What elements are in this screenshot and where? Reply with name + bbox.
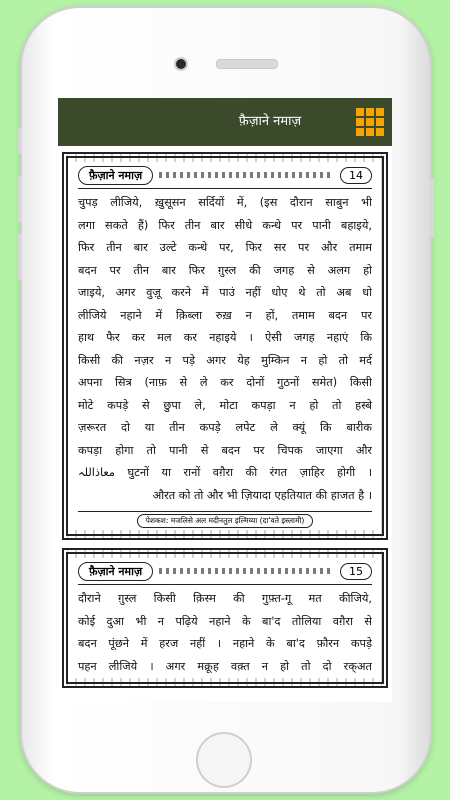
page-text [78,192,372,507]
home-button[interactable] [196,732,252,788]
mute-switch [18,128,22,154]
header-ornament [159,172,334,178]
header-ornament [159,568,334,574]
grid-menu-icon[interactable] [356,108,384,136]
text-line: जाइये, अगर वुज़ू करने में पाउं नहीं धोए थे तो अब धो [78,286,372,299]
text-line: औरत को तो और भी ज़ियादा एहतियात की हाजत है । [152,488,372,502]
page-header-title: फ़ैज़ाने नमाज़ [78,562,153,581]
app-bar [58,98,392,146]
front-camera [174,57,188,71]
page-header [78,162,372,189]
app-screen [58,98,392,702]
book-page-15 [62,548,388,688]
power-button [430,178,434,238]
page-header-title: फ़ैज़ाने नमाज़ [78,166,153,185]
page-number: 14 [340,167,372,184]
text-line: लगा सकते हैं) फिर तीन बार सीधे कन्धे पर पानी बहाइये, [78,218,372,232]
app-title: फ़ैज़ाने नमाज़ [238,114,302,129]
text-line: अपना सित्र (नाफ़ से ले कर दोनों गुठनों समेत) किसी [78,376,372,389]
text-line: कोई दुआ भी न पढ़िये नहाने के बा'द तोलिया वग़ैरा से [78,614,372,628]
text-line: पहन लीजिये । अगर मक्रूह वक़्त न हो तो दो रक्अत [78,659,372,673]
text-line: चुपड़ लीजिये, ख़ुसूसन सर्दियों में, (इस दौरान साबुन भी [78,196,372,209]
phone-frame [22,8,430,792]
book-content[interactable] [58,146,392,702]
text-line: معاذاللہ घुटनों या रानों वग़ैरा की रंगत ज़ाहिर होगी । [78,466,372,479]
page-text [78,588,372,678]
book-page-14 [62,152,388,540]
text-line: हाथ फैर कर मल कर नहाइये । ऐसी जगह नहाएं कि [78,331,372,344]
text-line: लीजिये नहाने में क़िब्ला रुख़ न हों, तमाम बदन पर [78,308,372,322]
page-footer [78,511,372,530]
text-line: किसी की नज़र न पड़े अगर येह मुम्किन न हो तो मर्द [78,353,372,367]
volume-up-button [18,176,22,222]
text-line: बदन पर तीन बार फिर ग़ुस्ल की जगह से अलग हो [78,263,372,277]
text-line: बदन पूंछने में हरज नहीं । नहाने के बा'द फ़ौरन कपड़े [78,637,372,650]
text-line: कपड़ा होगा तो पानी से बदन पर चिपक जाएगा और [78,443,372,457]
page-number: 15 [340,563,372,580]
earpiece-speaker [216,59,278,69]
page-header [78,558,372,585]
publisher-label: पेशकश: मजलिसे अल मदीनतुल इल्मिय्या (दा'वते इस्लामी) [137,514,314,528]
text-line: मोटे कपड़े से छुपा ले, मोटा कपड़ा न हो तो हस्बे [78,398,372,412]
volume-down-button [18,234,22,280]
text-line: ज़रूरत दो या तीन कपड़े लपेट ले क्यूं कि बारीक [78,421,372,434]
text-line: दौराने ग़ुस्ल किसी क़िस्म की गुफ़्त-गू मत कीजिये, [78,592,372,605]
text-line: फिर तीन बार उल्टे कन्धे पर, फिर सर पर और तमाम [78,241,372,254]
